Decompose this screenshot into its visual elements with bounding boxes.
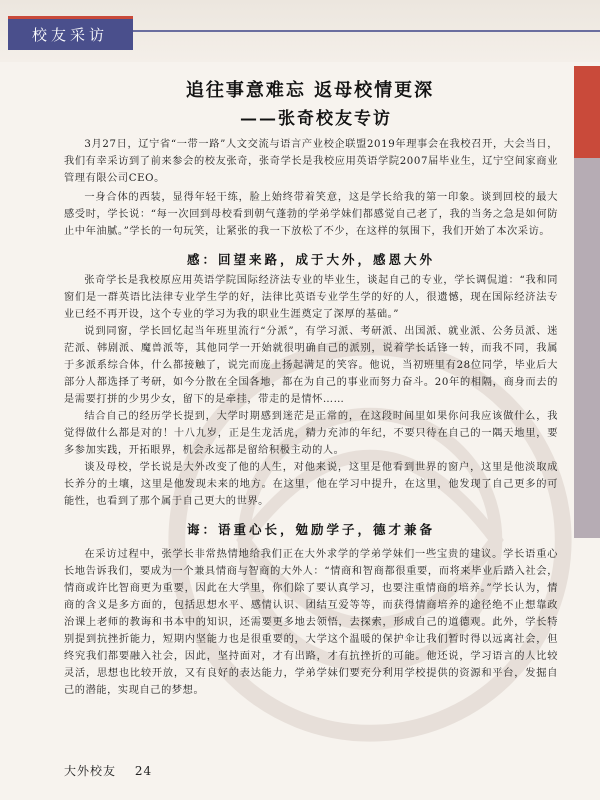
body-paragraph: 结合自己的经历学长提到，大学时期感到迷茫是正常的，在这段时间里如果你问我应该做什么，我觉得做什么都是对的！十八九岁，正是生龙活虎，精力充沛的年纪，不要只待在自己的一隅天地里，要多参加实践，开拓眼界，机会永远都是留给积极主动的人。 [64, 411, 558, 456]
page-number: 24 [134, 764, 153, 778]
intro-paragraph: 3月27日，辽宁省“一带一路”人文交流与语言产业校企联盟2019年理事会在我校召开，大会当日，我们有幸采访到了前来参会的校友张奇，张奇学长是我校应用英语学院2007届毕业生，辽宁空间家商业管理有限公司CEO。 [64, 139, 558, 184]
body-paragraph: 在采访过程中，张学长非常热情地给我们正在大外求学的学弟学妹们一些宝贵的建议。学长语重心长地告诉我们，要成为一个兼具情商与智商的大外人：“情商和智商都很重要，而将来毕业后踏入社会，情商或许比智商更为重要，因此在大学里，你们除了要认真学习，也要注重情商的培养。”学长认为，情商的含义是多方面的，包括思想水平、感情认识、团结互爱等等，而获得情商培养的途径绝不止想靠政治课上老师的教诲和书本中的知识，还需要更多地去领悟，去探索，形成自己的道德观。此外，学长特别提到抗挫折能力，短期内坚能力也是很重要的，大学这个温暖的保护伞让我们暂时得以远离社会，但终究我们都要融入社会，因此，坚持面对，才有出路，才有抗挫折的可能。他还说，学习语言的人比较灵活，思想也比较开放，又有良好的表达能力，学弟学妹们要充分利用学校提供的资源和平台，发掘自己的潜能，实现自己的梦想。 [64, 549, 558, 696]
header-rule [133, 30, 600, 32]
section-gratitude-body [64, 272, 558, 510]
article-subtitle: ——张奇校友专访 [240, 109, 392, 129]
publication-name: 大外校友 [64, 764, 117, 778]
intro-paragraph: 一身合体的西装，显得年轻干练，脸上始终带着笑意，这是学长给我的第一印象。谈到回校的最大感受时，学长说：“每一次回到母校看到朝气蓬勃的学弟学妹们都感觉自己老了，我的当务之急是如何防止中年油腻。”学长的一句玩笑，让紧张的我一下放松了不少，在这样的氛围下，我们开始了本次采访。 [64, 192, 558, 237]
section-heading-advice: 诲：语重心长，勉励学子，德才兼备 [186, 522, 435, 537]
body-paragraph: 张奇学长是我校原应用英语学院国际经济法专业的毕业生，谈起自己的专业，学长调侃道：“我和同窗们是一群英语比法律专业学生学的好，法律比英语专业学生学的好的人，很遗憾，现在国际经济法专业已经不再开设，这个专业的学习为我的职业生涯奠定了深厚的基础。” [64, 275, 558, 320]
section-tab [8, 16, 133, 50]
body-paragraph: 谈及母校，学长说是大外改变了他的人生，对他来说，这里是他看到世界的窗户，这里是他淡取成长养分的土壤，这里是他发现未来的地方。在这里，他在学习中提升，在这里，他发现了自己更多的可能性，也看到了那个属于自己更大的世界。 [64, 462, 558, 507]
intro-block [64, 136, 558, 240]
right-accent-bar [574, 66, 600, 158]
article-title: 追往事意难忘 返母校情更深 [185, 80, 435, 101]
section-heading-gratitude: 感：回望来路，成于大外，感恩大外 [186, 252, 435, 267]
page-footer [64, 762, 166, 779]
body-paragraph: 说到同窗，学长回忆起当年班里流行“分派”，有学习派、考研派、出国派、就业派、公务员派、迷茫派、韩剧派、魔兽派等，其他同学一开始就很明确自己的派别，说着学长话锋一转，而我不同，我属于多派系综合体，什么都接触了，说完而庞上扬起满足的笑容。他说，当初班里有28位同学，毕业后大部分人都选择了考研，如今分散在全国各地，都在为自己的事业而努力奋斗。20年的相隔，商身而去的是需要打拼的少男少女，留下的是牵挂，带走的是情怀…… [64, 326, 558, 405]
section-advice-body [64, 546, 558, 699]
section-tab-label: 校友采访 [32, 26, 109, 44]
